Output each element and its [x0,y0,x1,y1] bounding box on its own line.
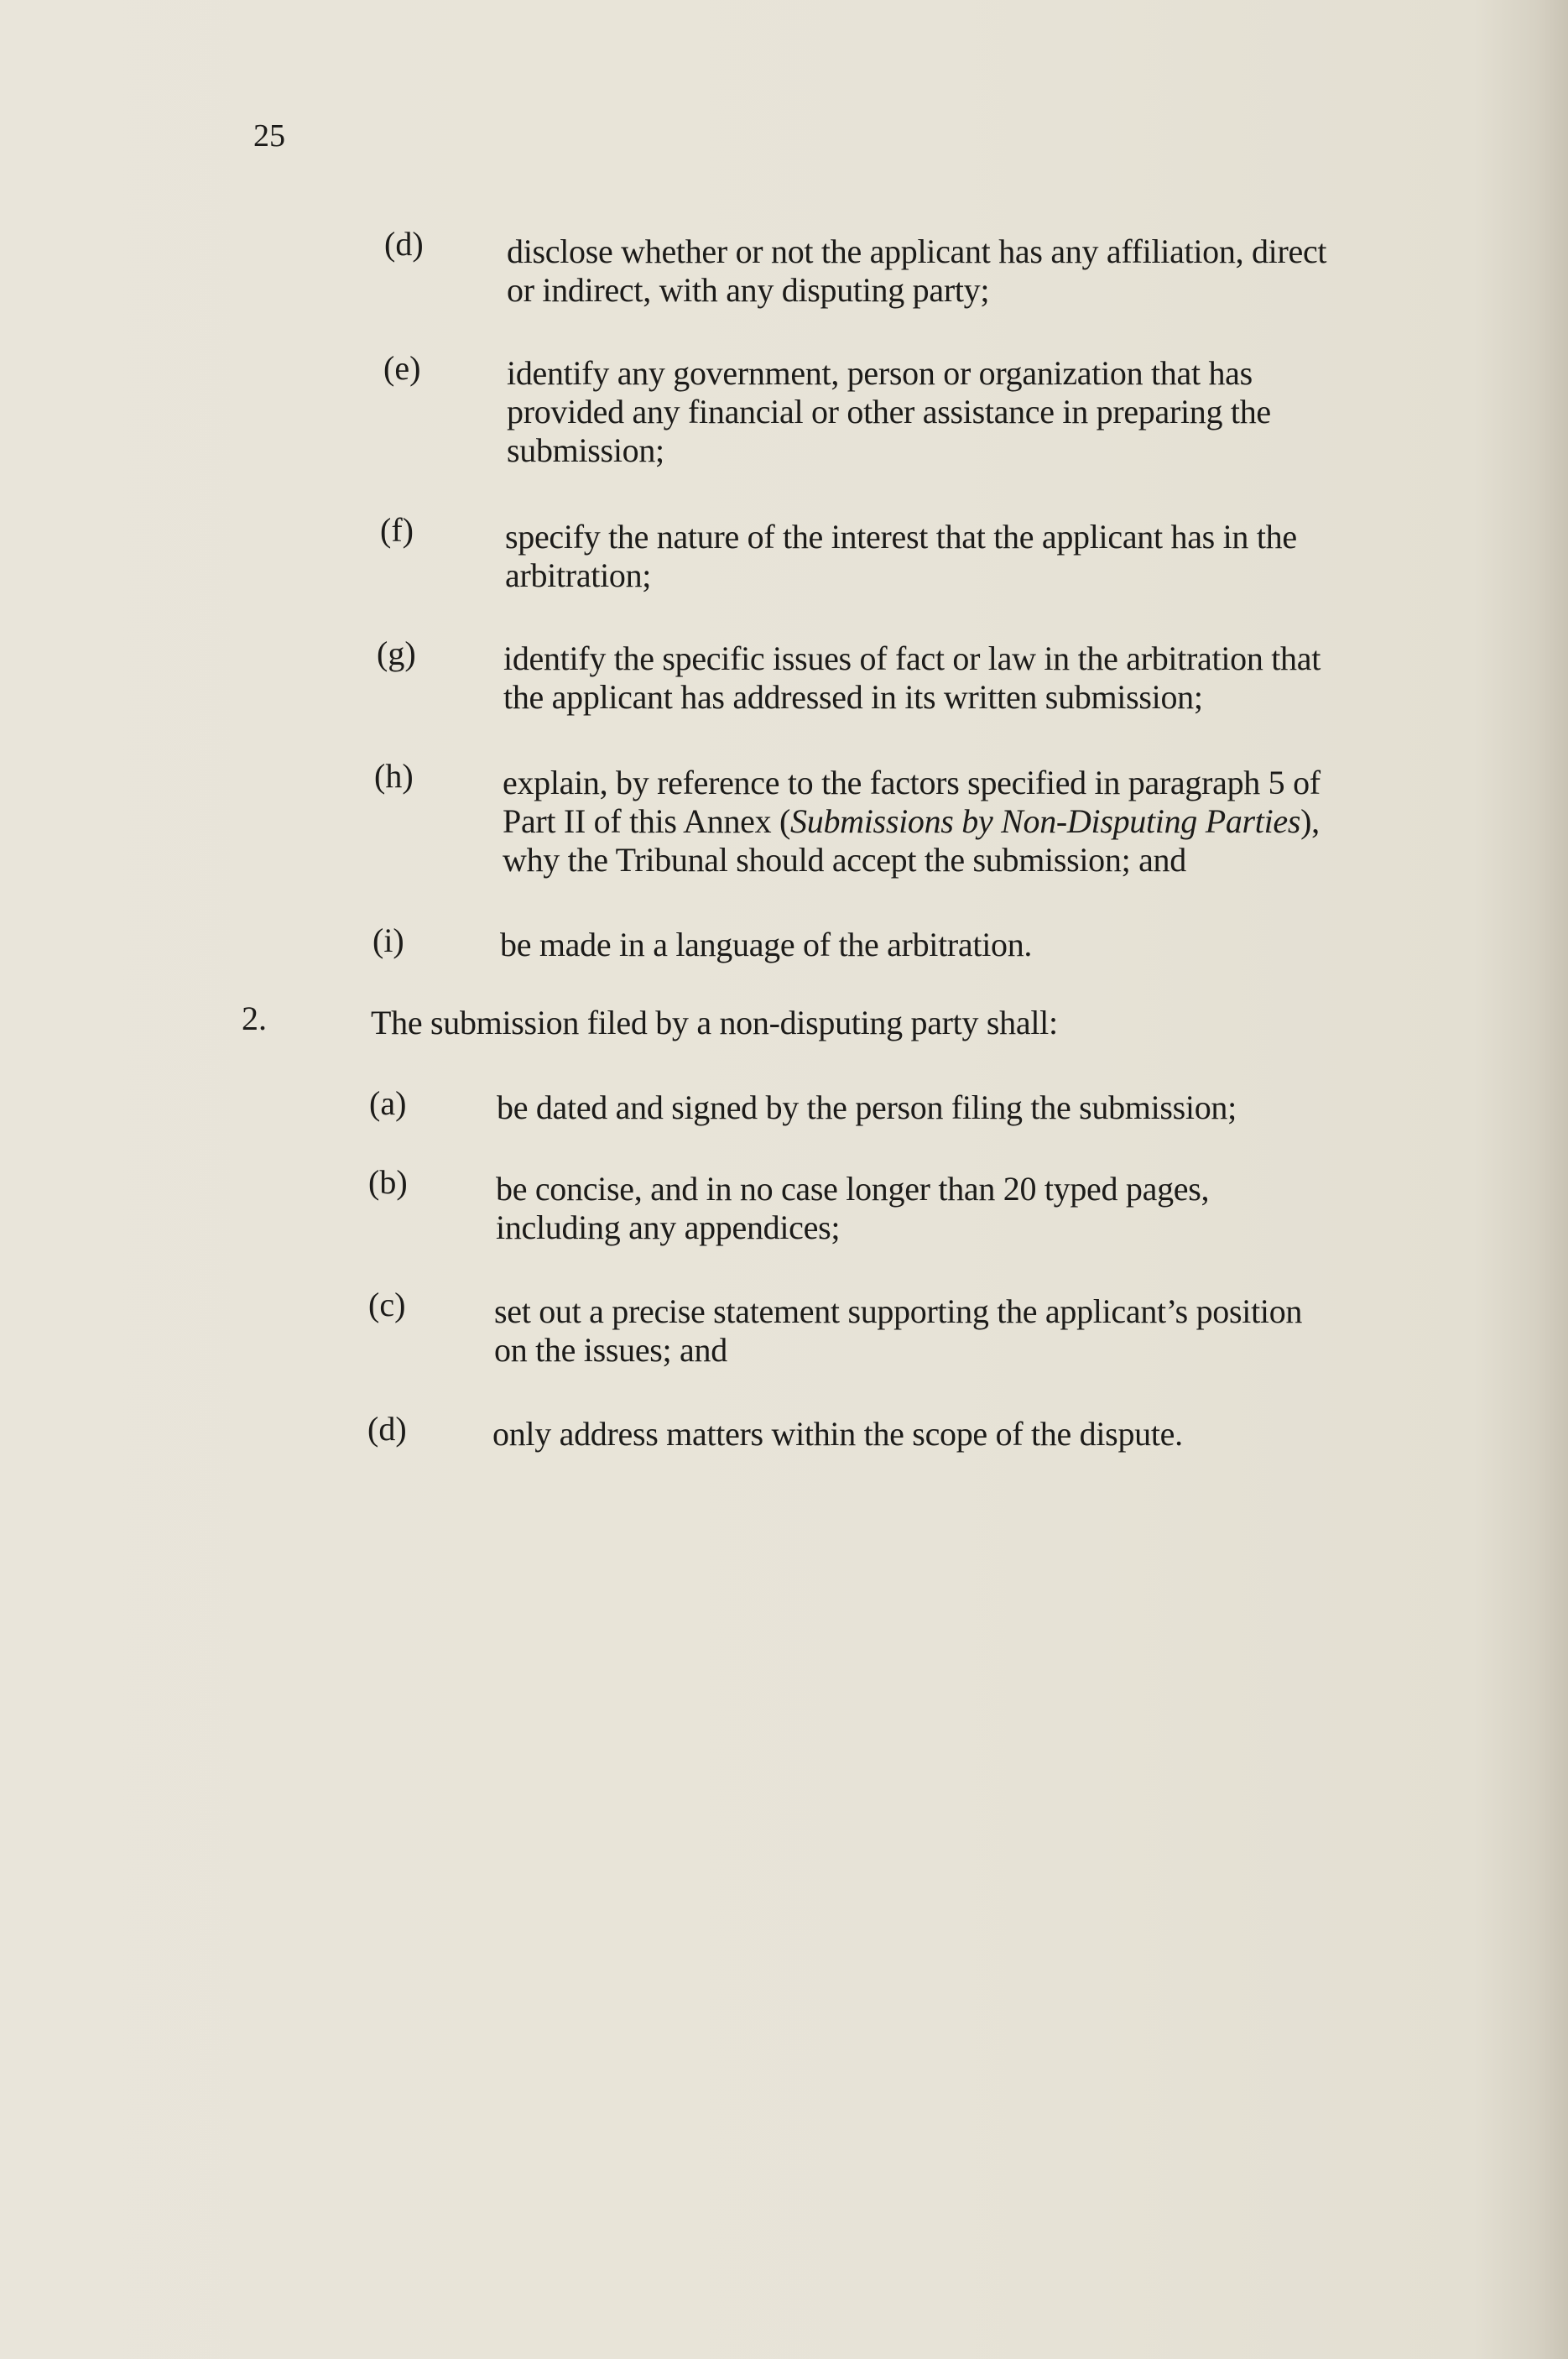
item-h-line-1: explain, by reference to the factors specified in paragraph 5 of [503,764,1321,801]
item-2b-line-1: be concise, and in no case longer than 20 typed pages, [496,1170,1210,1208]
item-label-2d: (d) [367,1410,407,1448]
item-g-line-1: identify the specific issues of fact or law in the arbitration that [503,639,1321,677]
item-2c-line-1: set out a precise statement supporting the applicant’s position [494,1292,1303,1330]
item-label-2a: (a) [369,1084,407,1122]
item-text-i [500,926,1032,964]
paragraph-number-2: 2. [242,999,267,1037]
item-text-h [503,764,1321,879]
item-2a-line-1: be dated and signed by the person filing the submission; [497,1088,1237,1126]
item-e-line-3: submission; [507,431,664,469]
paragraph-2-intro: The submission filed by a non-disputing party shall: [371,1004,1058,1041]
item-e-line-1: identify any government, person or organization that has [507,354,1253,392]
item-text-2a [497,1088,1237,1127]
item-h-line-2-suffix: ), [1300,802,1320,840]
item-h-cross-reference: Submissions by Non-Disputing Parties [790,802,1301,840]
item-label-2b: (b) [368,1163,408,1201]
item-2c-line-2: on the issues; and [494,1331,727,1369]
item-2d-line-1: only address matters within the scope of the dispute. [492,1415,1183,1453]
item-label-2c: (c) [368,1286,406,1323]
item-h-line-3: why the Tribunal should accept the submission; and [503,841,1186,879]
item-text-e [507,354,1271,470]
item-text-2b [496,1170,1209,1247]
item-label-i: (i) [372,921,404,959]
item-h-line-2-prefix: Part II of this Annex ( [503,802,791,840]
item-h-line-2 [503,802,1321,841]
item-g-line-2: the applicant has addressed in its written submission; [503,678,1203,716]
item-i-line-1: be made in a language of the arbitration. [500,926,1033,963]
item-e-line-2: provided any financial or other assistance in preparing the [507,393,1271,431]
item-label-d: (d) [384,225,424,263]
page-number: 25 [253,118,285,154]
item-f-line-2: arbitration; [505,556,652,594]
item-label-e: (e) [383,349,421,387]
item-text-f [505,518,1297,595]
item-text-2c [494,1292,1302,1370]
item-label-h: (h) [374,757,414,795]
item-text-g [503,639,1321,717]
item-text-d [507,232,1326,310]
item-label-g: (g) [377,634,416,672]
item-f-line-1: specify the nature of the interest that the applicant has in the [505,518,1297,556]
item-2b-line-2: including any appendices; [496,1208,841,1246]
item-label-f: (f) [380,511,414,549]
item-d-line-2: or indirect, with any disputing party; [507,271,990,309]
item-d-line-1: disclose whether or not the applicant has any affiliation, direct [507,232,1327,270]
item-text-2d [492,1415,1183,1453]
